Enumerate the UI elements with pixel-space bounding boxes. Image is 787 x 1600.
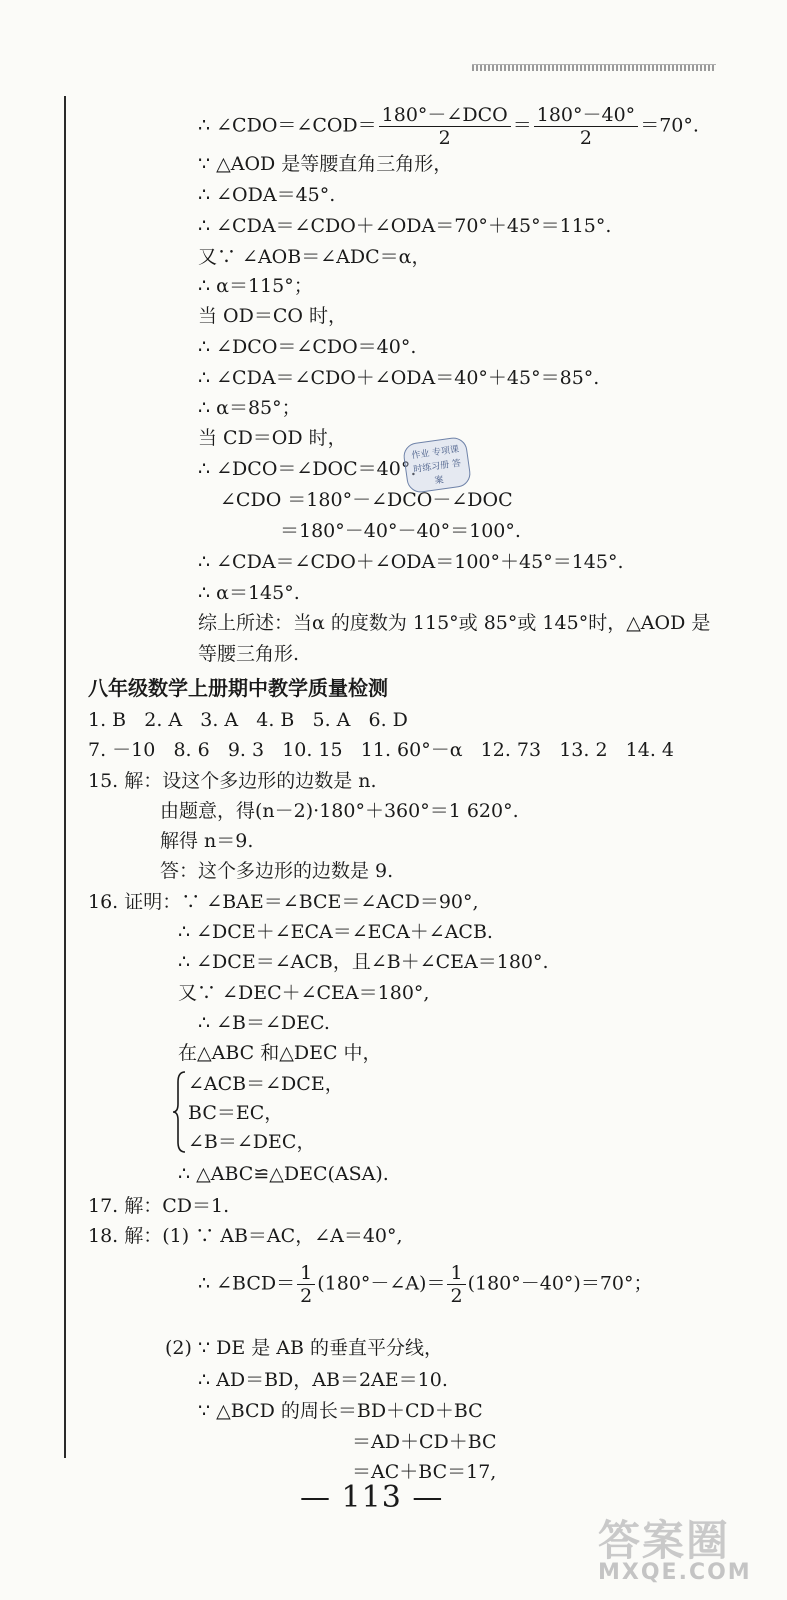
line-3: ∴ ∠ODA＝45°. — [198, 184, 336, 206]
section-title: 八年级数学上册期中教学质量检测 — [88, 676, 388, 700]
fraction-half-2: $\frac{1}{2}$ — [447, 1262, 465, 1307]
left-brace — [172, 1070, 186, 1154]
watermark-url: MXQE.COM — [598, 1560, 752, 1585]
margin-rule — [64, 96, 66, 1458]
q15-line-d: 答：这个多边形的边数是 9. — [160, 860, 394, 882]
line-13: ∠CDO ＝180°－∠DCO－∠DOC — [220, 489, 513, 511]
line-11: 当 CD＝OD 时， — [198, 427, 347, 449]
q16-line-b: ∴ ∠DCE＋∠ECA＝∠ECA＋∠ACB. — [178, 921, 493, 943]
q16-line-a: 16. 证明：∵ ∠BAE＝∠BCE＝∠ACD＝90°, — [88, 891, 479, 913]
q15-line-b: 由题意，得(n－2)·180°＋360°＝1 620°. — [160, 800, 519, 822]
q18-line-e: ∵ △BCD 的周长＝BD＋CD＋BC — [198, 1400, 483, 1422]
q16-line-j: ∴ △ABC≌△DEC(ASA). — [178, 1163, 389, 1185]
line-9: ∴ ∠CDA＝∠CDO＋∠ODA＝40°＋45°＝85°. — [198, 367, 600, 389]
line-6: ∴ α＝115°； — [198, 275, 313, 297]
q18-line-c: (2) ∵ DE 是 AB 的垂直平分线， — [165, 1337, 443, 1359]
q15-line-c: 解得 n＝9. — [160, 830, 254, 852]
line-4: ∴ ∠CDA＝∠CDO＋∠ODA＝70°＋45°＝115°. — [198, 215, 612, 237]
q18-line-f: ＝AD＋CD＋BC — [352, 1431, 497, 1453]
line-18: 等腰三角形. — [198, 643, 300, 665]
line-12: ∴ ∠DCO＝∠DOC＝40°. — [198, 458, 417, 480]
q18-line-b: ∴ ∠BCD＝ $\frac{1}{2}$ (180°－∠A)＝ $\frac{1}{2}$ (180°－40°)＝70°； — [198, 1262, 653, 1307]
fraction-2: $\frac{180^\circ-40^\circ}{2}$ — [534, 104, 638, 149]
line-7: 当 OD＝CO 时， — [198, 305, 348, 327]
q17-line: 17. 解：CD＝1. — [88, 1195, 230, 1217]
q16-line-c: ∴ ∠DCE＝∠ACB，且∠B＋∠CEA＝180°. — [178, 951, 549, 973]
line-5: 又∵ ∠AOB＝∠ADC＝α， — [198, 246, 431, 268]
page-number: — 113 — — [300, 1480, 444, 1515]
line-16: ∴ α＝145°. — [198, 582, 300, 604]
fraction-half-1: $\frac{1}{2}$ — [297, 1262, 315, 1307]
line-8: ∴ ∠DCO＝∠CDO＝40°. — [198, 336, 417, 358]
q16-line-i: ∠B＝∠DEC， — [188, 1131, 316, 1153]
q16-line-g: ∠ACB＝∠DCE， — [188, 1073, 344, 1095]
watermark-logo: 答案圈 — [598, 1516, 731, 1565]
fraction-1: $\frac{\text{180°－∠DCO}}{2}$ — [379, 104, 511, 149]
line-17: 综上所述：当α 的度数为 115°或 85°或 145°时，△AOD 是 — [198, 612, 711, 634]
line-1: ∴ ∠CDO＝∠COD＝ $\frac{\text{180°－∠DCO}}{2}$ ＝ $\frac{180^\circ-40^\circ}{2}$ ＝70°. — [198, 104, 699, 149]
q15-line-a: 15. 解：设这个多边形的边数是 n. — [88, 770, 377, 792]
q16-line-h: BC＝EC， — [188, 1102, 284, 1124]
answers-row-1: 1. B 2. A 3. A 4. B 5. A 6. D — [88, 709, 408, 731]
q16-line-d: 又∵ ∠DEC＋∠CEA＝180°, — [178, 982, 430, 1004]
q18-line-g: ＝AC＋BC＝17, — [352, 1461, 497, 1483]
answers-row-2: 7. －10 8. 6 9. 3 10. 15 11. 60°－α 12. 73 13. 2 14. 4 — [88, 739, 675, 761]
q16-line-e: ∴ ∠B＝∠DEC. — [198, 1012, 330, 1034]
header-decoration — [472, 64, 716, 71]
line-2: ∵ △AOD 是等腰直角三角形， — [198, 153, 453, 175]
line-15: ∴ ∠CDA＝∠CDO＋∠ODA＝100°＋45°＝145°. — [198, 551, 624, 573]
q16-line-f: 在△ABC 和△DEC 中， — [178, 1042, 382, 1064]
stamp-image: 作业 专项课时练习册 答案 — [402, 436, 472, 494]
line-10: ∴ α＝85°； — [198, 397, 301, 419]
q18-line-d: ∴ AD＝BD，AB＝2AE＝10. — [198, 1369, 448, 1391]
line-14: ＝180°－40°－40°＝100°. — [280, 520, 521, 542]
q18-line-a: 18. 解：(1) ∵ AB＝AC，∠A＝40°, — [88, 1225, 403, 1247]
